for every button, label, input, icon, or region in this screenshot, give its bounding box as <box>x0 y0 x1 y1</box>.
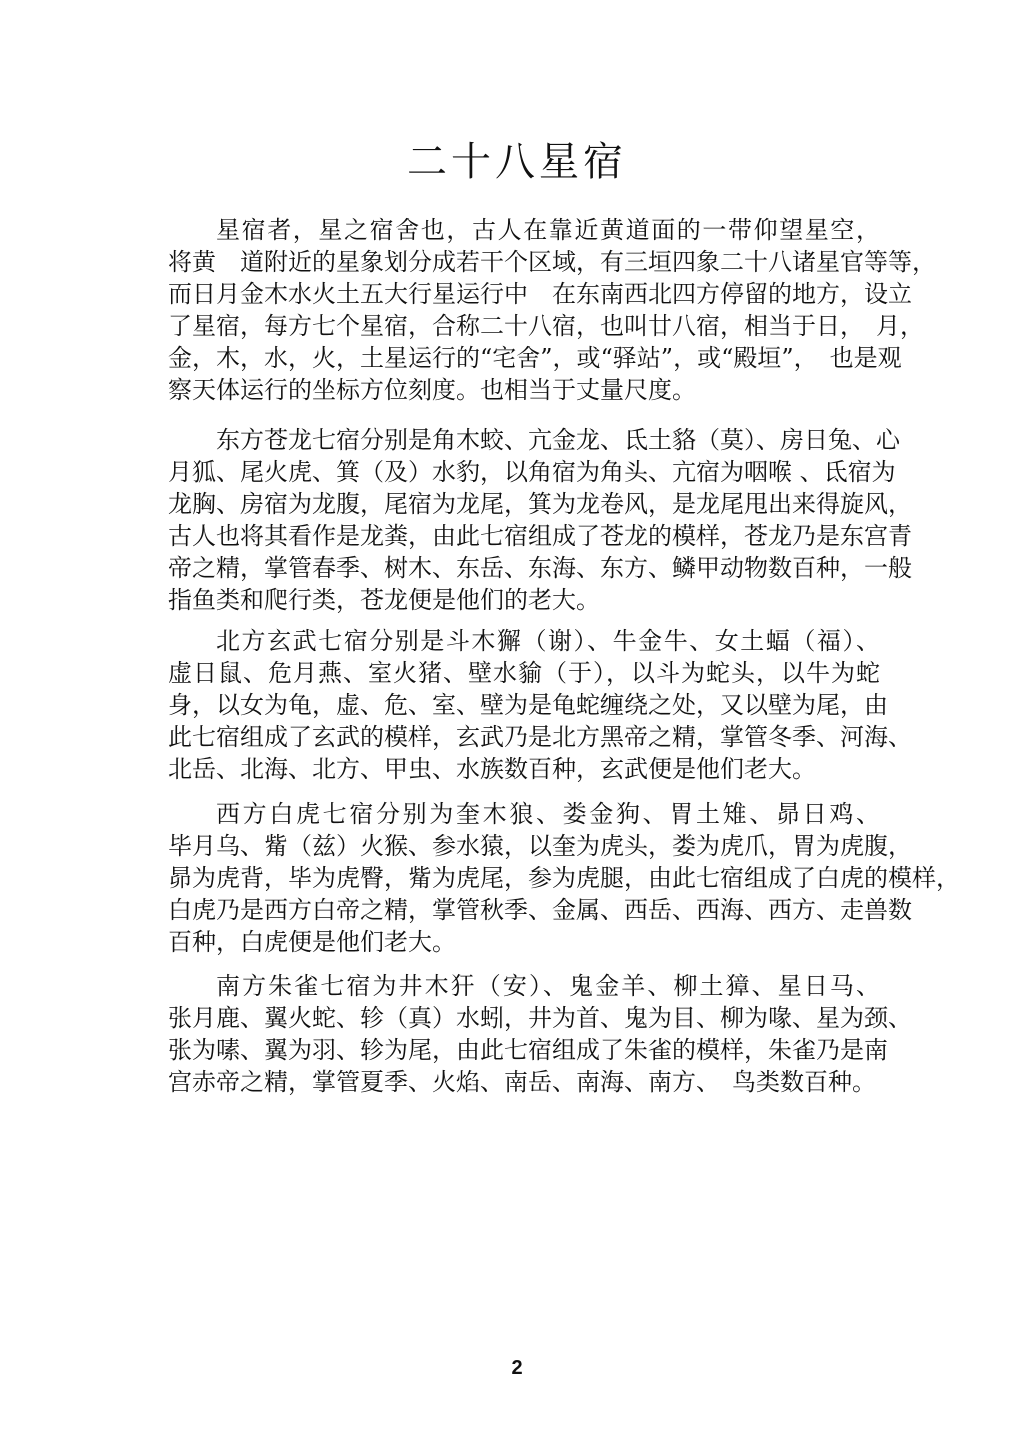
paragraph-line: 西方白虎七宿分别为奎木狼、娄金狗、胃土雉、昴日鸡、 <box>216 800 880 828</box>
paragraph-line: 身，以女为龟，虚、危、室、壁为是龟蛇缠绕之处，又以壁为尾，由 <box>168 691 888 719</box>
paragraph-line: 张为嗉、翼为羽、轸为尾，由此七宿组成了朱雀的模样，朱雀乃是南 <box>168 1036 888 1064</box>
paragraph-line: 百种，白虎便是他们老大。 <box>168 928 456 956</box>
paragraph-line: 月狐、尾火虎、箕（及）水豹，以角宿为角头、亢宿为咽喉 、氐宿为 <box>168 458 896 486</box>
paragraph-line: 指鱼类和爬行类，苍龙便是他们的老大。 <box>168 586 600 614</box>
paragraph-line: 昴为虎背，毕为虎臀，觜为虎尾，参为虎腿，由此七宿组成了白虎的模样， <box>168 864 960 892</box>
paragraph-east <box>168 424 912 616</box>
paragraph-line: 宫赤帝之精，掌管夏季、火焰、南岳、南海、南方、 鸟类数百种。 <box>168 1068 876 1096</box>
paragraph-line: 虚日鼠、危月燕、室火猪、壁水貐（于），以斗为蛇头，以牛为蛇 <box>168 659 880 687</box>
paragraph-south <box>168 970 912 1098</box>
paragraph-line: 察天体运行的坐标方位刻度。也相当于丈量尺度。 <box>168 376 696 404</box>
page-title: 二十八星宿 <box>407 139 627 185</box>
paragraph-north <box>168 625 912 785</box>
paragraph-intro <box>168 214 936 406</box>
paragraph-line: 东方苍龙七宿分别是角木蛟、亢金龙、氐土貉（莫）、房日兔、心 <box>216 426 900 454</box>
paragraph-line: 古人也将其看作是龙粪，由此七宿组成了苍龙的模样，苍龙乃是东宫青 <box>168 522 912 550</box>
paragraph-line: 将黄 道附近的星象划分成若干个区域，有三垣四象二十八诸星官等等， <box>168 248 936 276</box>
paragraph-line: 毕月乌、觜（兹）火猴、参水猿，以奎为虎头，娄为虎爪，胃为虎腹， <box>168 832 912 860</box>
paragraph-line: 此七宿组成了玄武的模样，玄武乃是北方黑帝之精，掌管冬季、河海、 <box>168 723 912 751</box>
paragraph-line: 张月鹿、翼火蛇、轸（真）水蚓，井为首、鬼为目、柳为喙、星为颈、 <box>168 1004 912 1032</box>
paragraph-line: 北方玄武七宿分别是斗木獬（谢）、牛金牛、女土蝠（福）、 <box>216 627 880 655</box>
paragraph-line: 星宿者，星之宿舍也，古人在靠近黄道面的一带仰望星空， <box>216 216 880 244</box>
paragraph-line: 金，木，水，火，土星运行的“宅舍”，或“驿站”，或“殿垣”， 也是观 <box>168 344 902 372</box>
paragraph-line: 白虎乃是西方白帝之精，掌管秋季、金属、西岳、西海、西方、走兽数 <box>168 896 912 924</box>
paragraph-line: 帝之精，掌管春季、树木、东岳、东海、东方、鳞甲动物数百种，一般 <box>168 554 912 582</box>
page-number: 2 <box>511 1357 523 1379</box>
paragraph-line: 而日月金木水火土五大行星运行中 在东南西北四方停留的地方，设立 <box>168 280 912 308</box>
paragraph-west <box>168 798 960 958</box>
paragraph-line: 龙胸、房宿为龙腹，尾宿为龙尾，箕为龙卷风，是龙尾甩出来得旋风， <box>168 490 912 518</box>
paragraph-line: 北岳、北海、北方、甲虫、水族数百种，玄武便是他们老大。 <box>168 755 816 783</box>
paragraph-line: 南方朱雀七宿为井木犴（安）、鬼金羊、柳土獐、星日马、 <box>216 972 880 1000</box>
paragraph-line: 了星宿，每方七个星宿，合称二十八宿，也叫廿八宿，相当于日， 月， <box>168 312 924 340</box>
